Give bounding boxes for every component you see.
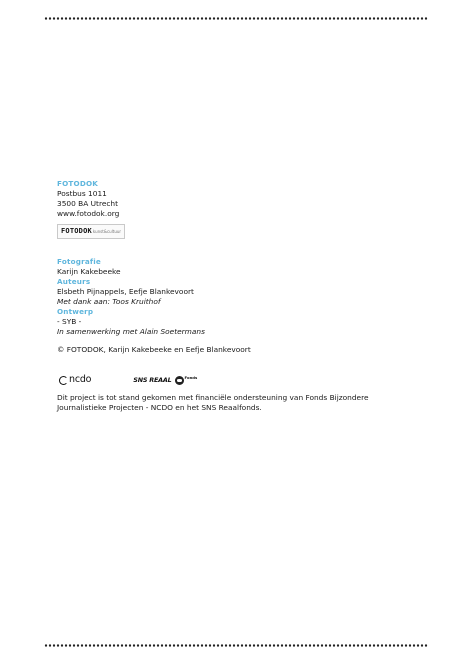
authors-label: Auteurs xyxy=(57,277,91,286)
authors-names: Elsbeth Pijnappels, Eefje Blankevoort xyxy=(57,287,194,296)
fotodok-logo-superscript: kunst&cultuur xyxy=(92,229,122,234)
ncdo-logo xyxy=(59,375,91,385)
thanks-line xyxy=(57,297,397,307)
collab-name: Alain Soetermans xyxy=(139,327,205,336)
photography-label: Fotografie xyxy=(57,257,101,266)
publisher-address-line: Postbus 1011 xyxy=(57,189,107,198)
colophon xyxy=(57,179,397,413)
design-label: Ontwerp xyxy=(57,307,94,316)
copyright-line: © FOTODOK, Karijn Kakebeeke en Eefje Blankevoort xyxy=(57,345,251,354)
bottom-dotted-rule xyxy=(44,644,428,647)
thanks-name: Toos Kruithof xyxy=(112,297,161,306)
sponsor-logos xyxy=(57,373,397,387)
fotodok-logo xyxy=(57,224,125,239)
funding-line: Dit project is tot stand gekomen met financiële ondersteuning van Fonds Bijzondere xyxy=(57,393,369,402)
sns-fonds-label: Fonds xyxy=(184,375,198,380)
fotodok-logo-word: FOTODOK xyxy=(61,227,92,235)
funding-statement xyxy=(57,393,397,413)
publisher-address-line: 3500 BA Utrecht xyxy=(57,199,119,208)
funding-line: Journalistieke Projecten - NCDO en het SNS Reaalfonds. xyxy=(57,403,262,412)
ncdo-logo-word: ncdo xyxy=(69,374,92,385)
thanks-prefix: Met dank aan: xyxy=(57,297,113,306)
top-dotted-rule xyxy=(44,17,428,20)
designer-name: - SYB - xyxy=(57,317,82,326)
photographer-name: Karijn Kakebeeke xyxy=(57,267,121,276)
collab-prefix: In samenwerking met xyxy=(57,327,140,336)
collaboration-line xyxy=(57,327,397,337)
publisher-website: www.fotodok.org xyxy=(57,209,120,218)
sns-logo-word: SNS REAAL xyxy=(133,376,172,384)
sns-reaal-logo xyxy=(133,375,197,385)
publisher-header: FOTODOK xyxy=(57,179,99,188)
sns-badge-icon xyxy=(175,376,184,385)
ncdo-swirl-icon xyxy=(59,376,68,385)
